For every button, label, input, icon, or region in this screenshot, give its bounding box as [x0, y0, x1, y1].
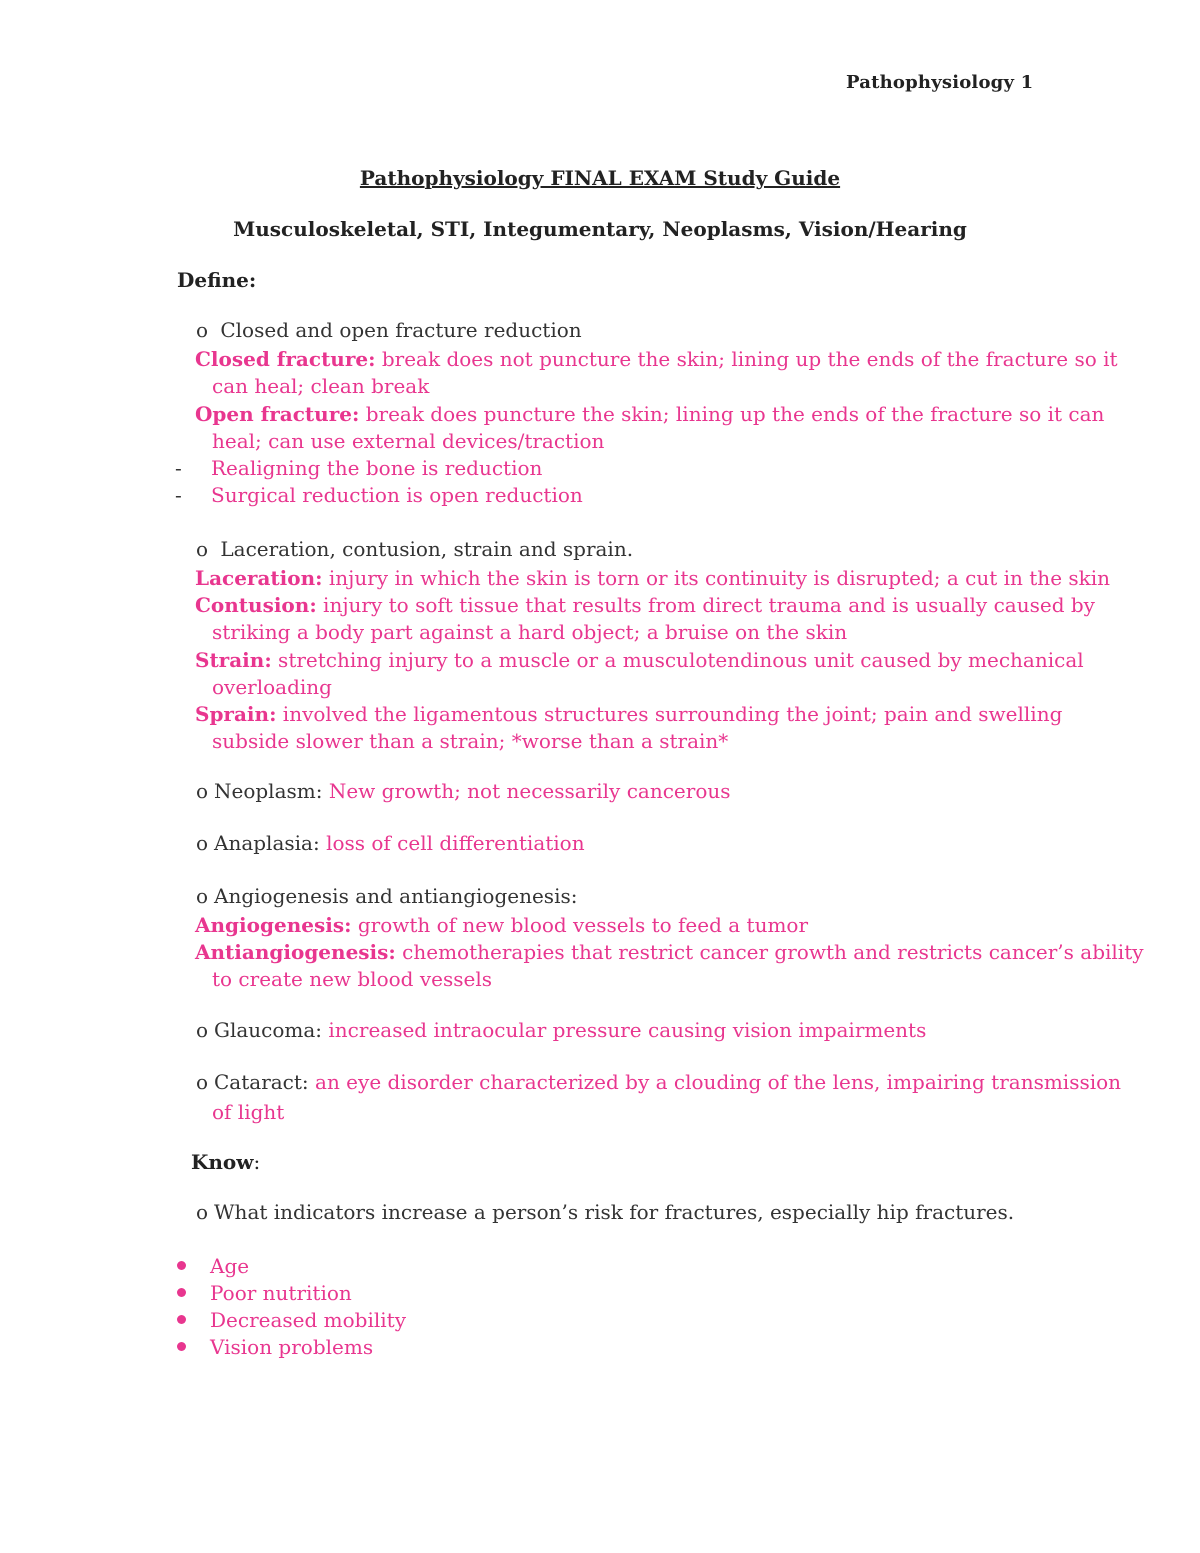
dash-text: Realigning the bone is reduction	[211, 456, 543, 480]
dash-item	[175, 482, 583, 509]
definition-contusion	[195, 592, 1095, 646]
term: Closed fracture:	[195, 347, 376, 371]
definition-text: growth of new blood vessels to feed a tumor	[351, 913, 809, 937]
list-item-text: Age	[210, 1254, 250, 1278]
definition-text: injury in which the skin is torn or its continuity is disrupted; a cut in the skin	[322, 566, 1111, 590]
question-neoplasm	[196, 778, 731, 805]
answer-text: an eye disorder characterized by a clouding of the lens, impairing transmission	[315, 1070, 1122, 1094]
list-item	[177, 1253, 249, 1280]
definition-sprain	[195, 701, 1062, 755]
dash-marker: -	[175, 456, 182, 480]
definition-text: break does not puncture the skin; lining up the ends of the fracture so it	[375, 347, 1118, 371]
answer-text: loss of cell differentiation	[326, 831, 585, 855]
question-fracture-reduction	[196, 317, 582, 344]
definition-text-cont: heal; can use external devices/traction	[212, 429, 605, 453]
question-glaucoma	[196, 1017, 926, 1044]
definition-text-cont: striking a body part against a hard object; a bruise on the skin	[212, 620, 848, 644]
document-title: Pathophysiology FINAL EXAM Study Guide	[359, 166, 841, 190]
question-angiogenesis	[196, 883, 577, 910]
list-item-text: Poor nutrition	[210, 1281, 352, 1305]
define-heading: Define:	[177, 268, 257, 292]
circle-bullet-icon: o	[196, 831, 209, 855]
definition-text-cont: can heal; clean break	[212, 374, 430, 398]
answer-text-cont: of light	[212, 1100, 285, 1124]
term: Sprain:	[195, 702, 277, 726]
question-cataract	[196, 1069, 1121, 1096]
term: Antiangiogenesis:	[195, 940, 396, 964]
definition-text-cont: overloading	[212, 675, 332, 699]
definition-text: involved the ligamentous structures surrounding the joint; pain and swelling	[276, 702, 1063, 726]
bullet-dot-icon	[177, 1288, 186, 1297]
term: Strain:	[195, 648, 272, 672]
circle-bullet-icon: o	[196, 318, 209, 342]
definition-open-fracture	[195, 401, 1104, 455]
question-label: Cataract:	[214, 1070, 316, 1094]
bullet-dot-icon	[177, 1315, 186, 1324]
bullet-dot-icon	[177, 1342, 186, 1351]
term: Laceration:	[195, 566, 323, 590]
question-text: Angiogenesis and antiangiogenesis:	[214, 884, 578, 908]
question-anaplasia	[196, 830, 585, 857]
term: Contusion:	[195, 593, 317, 617]
answer-text: New growth; not necessarily cancerous	[328, 779, 731, 803]
list-item	[177, 1280, 352, 1307]
know-colon: :	[253, 1150, 261, 1174]
definition-text: break does puncture the skin; lining up the ends of the fracture so it can	[359, 402, 1105, 426]
circle-bullet-icon: o	[196, 1018, 209, 1042]
definition-antiangiogenesis	[195, 939, 1144, 993]
question-text: What indicators increase a person’s risk for fractures, especially hip fractures.	[214, 1200, 1015, 1224]
bullet-dot-icon	[177, 1261, 186, 1270]
definition-text: stretching injury to a muscle or a musculotendinous unit caused by mechanical	[271, 648, 1084, 672]
circle-bullet-icon: o	[196, 1070, 209, 1094]
dash-item	[175, 455, 542, 482]
term: Angiogenesis:	[195, 913, 352, 937]
know-heading	[191, 1150, 260, 1174]
circle-bullet-icon: o	[196, 537, 209, 561]
question-label: Anaplasia:	[214, 831, 327, 855]
definition-strain	[195, 647, 1084, 701]
question-text: Closed and open fracture reduction	[220, 318, 582, 342]
know-label: Know	[191, 1150, 254, 1174]
page-header: Pathophysiology 1	[846, 72, 1034, 93]
circle-bullet-icon: o	[196, 779, 209, 803]
definition-text: injury to soft tissue that results from direct trauma and is usually caused by	[316, 593, 1095, 617]
definition-closed-fracture	[195, 346, 1118, 400]
question-text: Laceration, contusion, strain and sprain.	[220, 537, 634, 561]
dash-text: Surgical reduction is open reduction	[211, 483, 583, 507]
definition-text-cont: to create new blood vessels	[212, 967, 492, 991]
list-item	[177, 1334, 373, 1361]
question-label: Neoplasm:	[214, 779, 329, 803]
list-item-text: Vision problems	[210, 1335, 374, 1359]
list-item-text: Decreased mobility	[210, 1308, 406, 1332]
question-fracture-risk	[196, 1199, 1014, 1226]
dash-marker: -	[175, 483, 182, 507]
document-subtitle: Musculoskeletal, STI, Integumentary, Neoplasms, Vision/Hearing	[233, 217, 967, 241]
definition-angiogenesis	[195, 912, 808, 939]
circle-bullet-icon: o	[196, 884, 209, 908]
question-label: Glaucoma:	[214, 1018, 329, 1042]
circle-bullet-icon: o	[196, 1200, 209, 1224]
definition-text: chemotherapies that restrict cancer growth and restricts cancer’s ability	[395, 940, 1144, 964]
list-item	[177, 1307, 406, 1334]
question-injuries	[196, 536, 633, 563]
definition-laceration	[195, 565, 1110, 592]
definition-text-cont: subside slower than a strain; *worse than a strain*	[212, 729, 729, 753]
answer-text: increased intraocular pressure causing vision impairments	[328, 1018, 927, 1042]
term: Open fracture:	[195, 402, 360, 426]
